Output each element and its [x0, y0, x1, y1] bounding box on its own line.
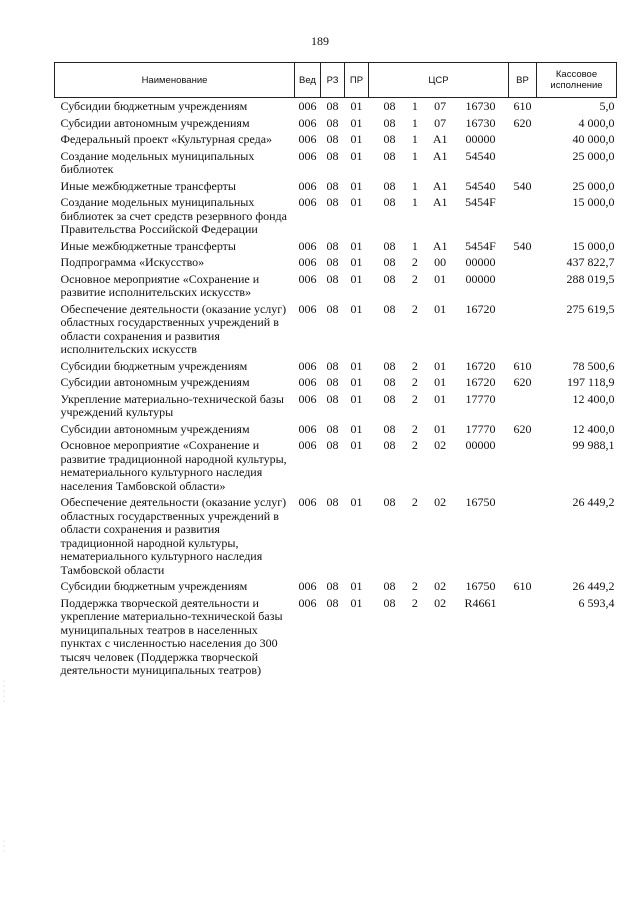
row-rz: 08: [326, 495, 339, 509]
row-amount: 12 400,0: [572, 391, 615, 406]
csr-part: 02: [434, 495, 447, 509]
row-ved: 006: [298, 271, 317, 286]
table-row: [55, 271, 617, 301]
csr-part: 54540: [465, 148, 496, 163]
csr-part: 02: [434, 438, 447, 452]
row-name: Иные межбюджетные трансферты: [60, 178, 236, 193]
table-row: [55, 595, 617, 679]
csr-part: 02: [434, 595, 447, 610]
row-name: Основное мероприятие «Сохранение и развитие исполнительских искусств»: [60, 271, 260, 299]
csr-part: 17770: [465, 391, 496, 406]
row-csr: [369, 98, 509, 115]
row-ved: 006: [298, 579, 317, 593]
row-vr: 610: [513, 99, 532, 113]
row-pr: 01: [350, 421, 363, 436]
row-amount: 288 019,5: [566, 271, 615, 286]
row-csr: [369, 254, 509, 271]
csr-part: A1: [432, 178, 448, 193]
csr-part: 01: [434, 301, 447, 316]
row-name: Субсидии бюджетным учреждениям: [60, 358, 248, 373]
csr-part: 01: [434, 375, 447, 389]
csr-part: 16720: [465, 301, 496, 316]
csr-part: 01: [434, 421, 447, 436]
row-amount: 197 118,9: [566, 375, 615, 389]
row-pr: 01: [350, 238, 363, 253]
row-amount: 5,0: [599, 99, 615, 113]
row-name: Подпрограмма «Искусство»: [60, 255, 205, 269]
row-name: Создание модельных муниципальных библиотек: [60, 148, 255, 176]
table-row: [55, 148, 617, 178]
row-ved: 006: [298, 438, 317, 452]
table-row: [55, 391, 617, 421]
row-ved: 006: [298, 178, 317, 193]
row-name: Обеспечение деятельности (оказание услуг) областных государственных учреждений в области сохранения и развития исполнительских искусств: [60, 301, 287, 356]
row-amount: 4 000,0: [578, 115, 615, 130]
csr-part: 16730: [465, 99, 496, 113]
csr-part: A1: [432, 238, 448, 253]
header-name: Наименование: [55, 63, 295, 98]
row-vr: [509, 437, 537, 494]
row-rz: 08: [326, 391, 339, 406]
row-csr: [369, 391, 509, 421]
csr-part: 00000: [465, 438, 496, 452]
row-ved: 006: [298, 132, 317, 146]
header-vr: ВР: [509, 63, 537, 98]
row-ved: 006: [298, 301, 317, 316]
csr-part: 5454F: [465, 238, 496, 253]
row-vr: 620: [513, 115, 532, 130]
row-ved: 006: [298, 358, 317, 373]
row-name: Укрепление материально-технической базы учреждений культуры: [60, 391, 284, 419]
row-rz: 08: [326, 301, 339, 316]
table-row: [55, 238, 617, 255]
row-csr: [369, 178, 509, 195]
csr-part: 2: [411, 495, 418, 509]
row-csr: [369, 271, 509, 301]
row-ved: 006: [298, 595, 317, 610]
csr-part: 2: [411, 595, 418, 610]
row-csr: [369, 421, 509, 438]
row-vr: 610: [513, 358, 532, 373]
row-vr: [509, 494, 537, 578]
row-vr: 610: [513, 579, 532, 593]
csr-part: 08: [383, 391, 396, 406]
budget-table: [54, 62, 617, 679]
csr-part: 1: [411, 195, 418, 209]
scan-edge-marks: · · · · · · · ·: [3, 679, 5, 855]
row-pr: 01: [350, 301, 363, 316]
row-name: Субсидии автономным учреждениям: [60, 115, 250, 130]
row-vr: [509, 194, 537, 238]
row-rz: 08: [326, 375, 339, 389]
row-pr: 01: [350, 391, 363, 406]
table-row: [55, 194, 617, 238]
row-csr: [369, 578, 509, 595]
table-row: [55, 131, 617, 148]
csr-part: 16720: [465, 375, 496, 389]
csr-part: A1: [432, 195, 448, 209]
csr-part: 08: [383, 495, 396, 509]
row-name: Основное мероприятие «Сохранение и развитие традиционной народной культуры, нематериального культурного наследия населения Тамбовской области»: [60, 438, 287, 493]
row-name: Субсидии бюджетным учреждениям: [60, 579, 248, 593]
row-rz: 08: [326, 595, 339, 610]
row-csr: [369, 494, 509, 578]
csr-part: 1: [411, 238, 418, 253]
row-pr: 01: [350, 595, 363, 610]
csr-part: 1: [411, 148, 418, 163]
row-pr: 01: [350, 358, 363, 373]
row-csr: [369, 148, 509, 178]
row-ved: 006: [298, 255, 317, 269]
row-ved: 006: [298, 391, 317, 406]
row-amount: 26 449,2: [572, 579, 615, 593]
row-csr: [369, 115, 509, 132]
row-pr: 01: [350, 495, 363, 509]
row-amount: 40 000,0: [572, 132, 615, 146]
row-pr: 01: [350, 579, 363, 593]
row-rz: 08: [326, 115, 339, 130]
table-row: [55, 301, 617, 358]
header-pr: ПР: [345, 63, 369, 98]
row-vr: [509, 391, 537, 421]
row-vr: [509, 254, 537, 271]
row-ved: 006: [298, 195, 317, 209]
csr-part: 2: [411, 579, 418, 593]
row-name: Иные межбюджетные трансферты: [60, 238, 236, 253]
row-pr: 01: [350, 99, 363, 113]
row-ved: 006: [298, 115, 317, 130]
header-ved: Вед: [295, 63, 321, 98]
row-csr: [369, 595, 509, 679]
csr-part: 01: [434, 271, 447, 286]
table-row: [55, 98, 617, 115]
csr-part: 00000: [465, 132, 496, 146]
row-rz: 08: [326, 195, 339, 209]
row-csr: [369, 131, 509, 148]
row-pr: 01: [350, 375, 363, 389]
csr-part: 5454F: [465, 195, 496, 209]
row-amount: 25 000,0: [572, 148, 615, 163]
row-rz: 08: [326, 438, 339, 452]
row-amount: 99 988,1: [572, 438, 615, 452]
row-vr: [509, 301, 537, 358]
row-vr: [509, 131, 537, 148]
table-row: [55, 578, 617, 595]
row-amount: 6 593,4: [578, 595, 615, 610]
csr-part: 2: [411, 391, 418, 406]
csr-part: 00000: [465, 255, 496, 269]
csr-part: 08: [383, 579, 396, 593]
row-csr: [369, 374, 509, 391]
table-body: [55, 98, 617, 679]
csr-part: 07: [434, 115, 447, 130]
csr-part: 16750: [465, 495, 496, 509]
table-row: [55, 437, 617, 494]
csr-part: 16750: [465, 579, 496, 593]
row-amount: 15 000,0: [572, 238, 615, 253]
csr-part: 08: [383, 255, 396, 269]
csr-part: 08: [383, 99, 396, 113]
row-pr: 01: [350, 438, 363, 452]
row-name: Федеральный проект «Культурная среда»: [60, 132, 273, 146]
row-name: Поддержка творческой деятельности и укрепление материально-технической базы муниципальных театров в населенных пунктах с численностью населения до 300 тысяч человек (Поддержка творческой деятельности муниципальных театров): [60, 595, 283, 677]
table-row: [55, 421, 617, 438]
csr-part: 2: [411, 421, 418, 436]
csr-part: 01: [434, 358, 447, 373]
csr-part: 16720: [465, 358, 496, 373]
header-rz: РЗ: [321, 63, 345, 98]
csr-part: 08: [383, 421, 396, 436]
row-vr: 620: [513, 375, 532, 389]
csr-part: 16730: [465, 115, 496, 130]
row-vr: 540: [513, 178, 532, 193]
row-pr: 01: [350, 148, 363, 163]
csr-part: 1: [411, 115, 418, 130]
row-amount: 78 500,6: [572, 358, 615, 373]
csr-part: 02: [434, 579, 447, 593]
csr-part: 08: [383, 148, 396, 163]
header-amount: Кассовое исполнение: [537, 63, 617, 98]
row-name: Субсидии автономным учреждениям: [60, 375, 250, 389]
csr-part: 00: [434, 255, 447, 269]
row-ved: 006: [298, 99, 317, 113]
csr-part: 01: [434, 391, 447, 406]
row-vr: 540: [513, 238, 532, 253]
table-row: [55, 374, 617, 391]
csr-part: A1: [432, 132, 448, 146]
row-name: Создание модельных муниципальных библиотек за счет средств резервного фонда Правительства Российской Федерации: [60, 195, 287, 236]
csr-part: 2: [411, 271, 418, 286]
table-row: [55, 115, 617, 132]
row-vr: 620: [513, 421, 532, 436]
row-rz: 08: [326, 271, 339, 286]
row-amount: 26 449,2: [572, 495, 615, 509]
csr-part: 08: [383, 115, 396, 130]
row-amount: 437 822,7: [566, 255, 615, 269]
row-rz: 08: [326, 148, 339, 163]
table-row: [55, 358, 617, 375]
row-rz: 08: [326, 178, 339, 193]
csr-part: 08: [383, 358, 396, 373]
row-rz: 08: [326, 421, 339, 436]
row-name: Субсидии бюджетным учреждениям: [60, 99, 248, 113]
row-ved: 006: [298, 148, 317, 163]
row-ved: 006: [298, 495, 317, 509]
csr-part: 54540: [465, 178, 496, 193]
row-ved: 006: [298, 238, 317, 253]
row-csr: [369, 194, 509, 238]
row-amount: 275 619,5: [566, 301, 615, 316]
csr-part: 1: [411, 99, 418, 113]
table-row: [55, 494, 617, 578]
row-pr: 01: [350, 255, 363, 269]
row-csr: [369, 301, 509, 358]
row-amount: 25 000,0: [572, 178, 615, 193]
csr-part: 08: [383, 375, 396, 389]
table-header: [55, 63, 617, 98]
row-csr: [369, 238, 509, 255]
csr-part: 08: [383, 178, 396, 193]
csr-part: 1: [411, 132, 418, 146]
csr-part: 08: [383, 195, 396, 209]
row-name: Обеспечение деятельности (оказание услуг) областных государственных учреждений в области сохранения и развития традиционной народной культуры, нематериального культурного наследия Тамбовской области: [60, 495, 287, 577]
row-name: Субсидии автономным учреждениям: [60, 421, 250, 436]
csr-part: 2: [411, 358, 418, 373]
row-csr: [369, 358, 509, 375]
row-rz: 08: [326, 99, 339, 113]
row-vr: [509, 595, 537, 679]
csr-part: 08: [383, 438, 396, 452]
row-vr: [509, 271, 537, 301]
table-row: [55, 254, 617, 271]
row-rz: 08: [326, 358, 339, 373]
table-row: [55, 178, 617, 195]
csr-part: 1: [411, 178, 418, 193]
csr-part: 08: [383, 301, 396, 316]
row-ved: 006: [298, 421, 317, 436]
csr-part: 08: [383, 238, 396, 253]
csr-part: R4661: [464, 595, 497, 610]
row-pr: 01: [350, 195, 363, 209]
row-pr: 01: [350, 271, 363, 286]
row-amount: 12 400,0: [572, 421, 615, 436]
row-pr: 01: [350, 132, 363, 146]
row-ved: 006: [298, 375, 317, 389]
csr-part: 08: [383, 132, 396, 146]
row-rz: 08: [326, 238, 339, 253]
page-number: 189: [311, 34, 329, 48]
csr-part: 08: [383, 595, 396, 610]
row-amount: 15 000,0: [572, 195, 615, 209]
csr-part: A1: [432, 148, 448, 163]
row-pr: 01: [350, 115, 363, 130]
row-vr: [509, 148, 537, 178]
csr-part: 2: [411, 375, 418, 389]
row-rz: 08: [326, 579, 339, 593]
row-rz: 08: [326, 255, 339, 269]
row-rz: 08: [326, 132, 339, 146]
csr-part: 2: [411, 301, 418, 316]
csr-part: 17770: [465, 421, 496, 436]
header-csr: ЦСР: [369, 63, 509, 98]
csr-part: 2: [411, 438, 418, 452]
csr-part: 08: [383, 271, 396, 286]
csr-part: 00000: [465, 271, 496, 286]
row-csr: [369, 437, 509, 494]
row-pr: 01: [350, 178, 363, 193]
csr-part: 2: [411, 255, 418, 269]
csr-part: 07: [434, 99, 447, 113]
